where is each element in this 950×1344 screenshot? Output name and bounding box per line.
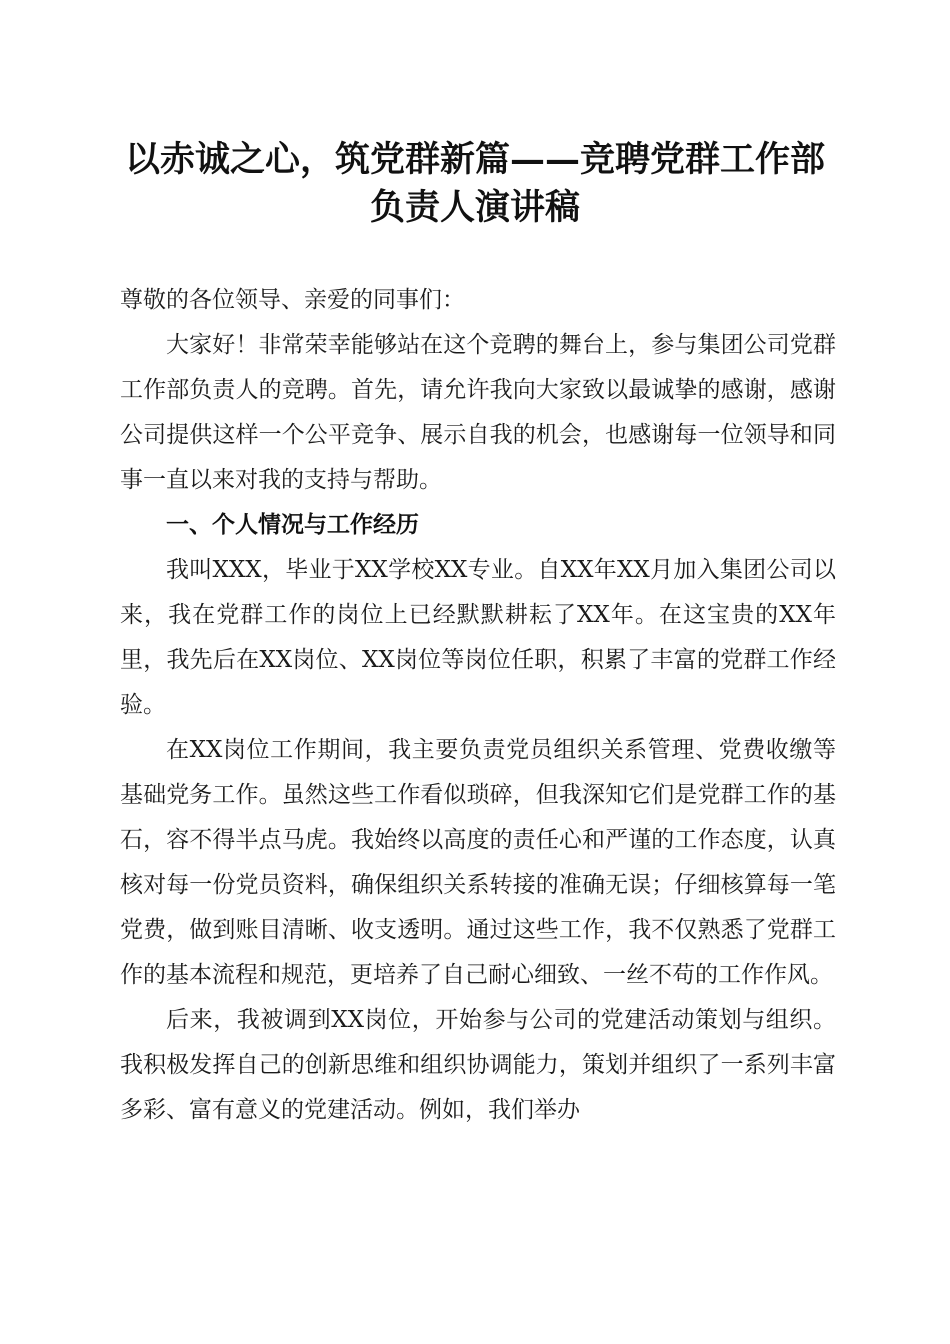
paragraph-second-post: 后来，我被调到XX岗位，开始参与公司的党建活动策划与组织。我积极发挥自己的创新思维和组织协调能力，策划并组织了一系列丰富多彩、富有意义的党建活动。例如，我们举办 [120,1007,836,1123]
paragraph-introduction: 我叫XXX，毕业于XX学校XX专业。自XX年XX月加入集团公司以来，我在党群工作的岗位上已经默默耕耘了XX年。在这宝贵的XX年里，我先后在XX岗位、XX岗位等岗位任职，积累了丰富的党群工作经验。 [120,557,836,718]
section-heading-1: 一、个人情况与工作经历 [166,512,419,538]
document-title [100,136,850,232]
title-line-1: 以赤诚之心，筑党群新篇——竞聘党群工作部 [124,139,825,180]
salutation: 尊敬的各位领导、亲爱的同事们： [120,287,465,313]
title-line-2: 负责人演讲稿 [369,187,580,228]
document-body [120,278,836,1133]
paragraph-greeting: 大家好！非常荣幸能够站在这个竞聘的舞台上，参与集团公司党群工作部负责人的竞聘。首先，请允许我向大家致以最诚挚的感谢，感谢公司提供这样一个公平竞争、展示自我的机会，也感谢每一位领导和同事一直以来对我的支持与帮助。 [120,332,836,493]
paragraph-first-post: 在XX岗位工作期间，我主要负责党员组织关系管理、党费收缴等基础党务工作。虽然这些工作看似琐碎，但我深知它们是党群工作的基石，容不得半点马虎。我始终以高度的责任心和严谨的工作态度，认真核对每一份党员资料，确保组织关系转接的准确无误；仔细核算每一笔党费，做到账目清晰、收支透明。通过这些工作，我不仅熟悉了党群工作的基本流程和规范，更培养了自己耐心细致、一丝不苟的工作作风。 [120,737,836,988]
